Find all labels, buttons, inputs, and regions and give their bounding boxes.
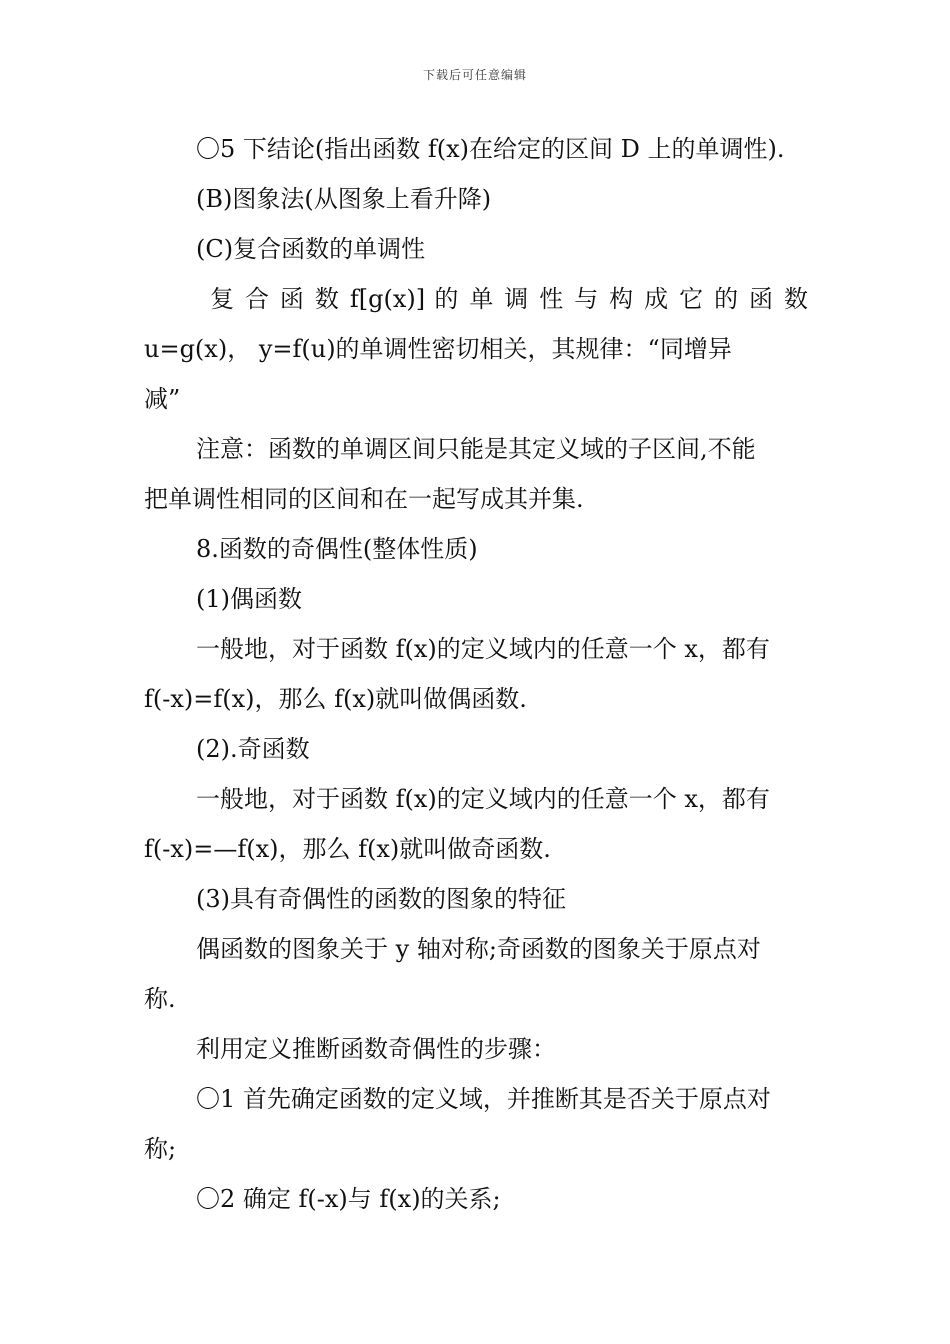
text-line: 减” — [144, 385, 181, 413]
text-line: 〇5 下结论(指出函数 f(x)在给定的区间 D 上的单调性). — [196, 135, 785, 163]
subsection-heading: (2).奇函数 — [196, 735, 310, 763]
text-line: (C)复合函数的单调性 — [196, 235, 426, 263]
text-line: 复 合 函 数 f[g(x)] 的 单 调 性 与 构 成 它 的 函 数 — [210, 285, 808, 313]
text-line: f(-x)=—f(x)，那么 f(x)就叫做奇函数. — [144, 835, 551, 863]
text-line: 偶函数的图象关于 y 轴对称;奇函数的图象关于原点对 — [196, 935, 761, 963]
text-line: 一般地，对于函数 f(x)的定义域内的任意一个 x，都有 — [196, 785, 770, 813]
subsection-heading: (3)具有奇偶性的函数的图象的特征 — [196, 885, 566, 913]
text-line: 注意：函数的单调区间只能是其定义域的子区间,不能 — [196, 435, 756, 463]
page-header: 下载后可任意编辑 — [422, 68, 527, 82]
text-line: 〇1 首先确定函数的定义域，并推断其是否关于原点对 — [196, 1085, 771, 1113]
text-line: 把单调性相同的区间和在一起写成其并集. — [144, 485, 584, 513]
section-heading: 8.函数的奇偶性(整体性质) — [196, 535, 478, 563]
subsection-heading: (1)偶函数 — [196, 585, 302, 613]
text-line: 称. — [144, 985, 176, 1013]
text-line: 〇2 确定 f(-x)与 f(x)的关系; — [196, 1185, 501, 1213]
document-body — [144, 124, 808, 1224]
text-line: (B)图象法(从图象上看升降) — [196, 185, 492, 213]
text-line: 一般地，对于函数 f(x)的定义域内的任意一个 x，都有 — [196, 635, 770, 663]
text-line: 利用定义推断函数奇偶性的步骤： — [196, 1035, 556, 1063]
text-line: 称; — [144, 1135, 177, 1163]
text-line: u=g(x)， y=f(u)的单调性密切相关，其规律：“同增异 — [144, 335, 732, 363]
text-line: f(-x)=f(x)，那么 f(x)就叫做偶函数. — [144, 685, 527, 713]
